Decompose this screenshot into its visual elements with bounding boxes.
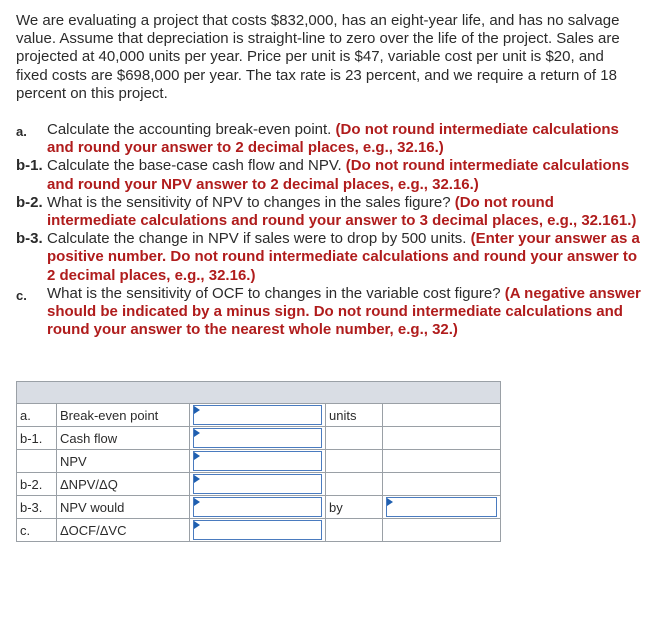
- row-label: a.: [17, 404, 57, 427]
- row-label: [17, 450, 57, 473]
- ocf-sensitivity-input[interactable]: [194, 521, 321, 539]
- part-label: b-2.: [16, 193, 43, 211]
- part-label: b-1.: [16, 157, 43, 175]
- problem-statement: We are evaluating a project that costs $832,000, has an eight-year life, and has no salvage value. Assume that depreciation is straight-line to zero over the life of the project. Sales are projected at 40,000 units per year. Price per unit is $47, variable cost per unit is $20, and fixed costs are $698,000 per year. The tax rate is 23 percent, and we require a return of 18 percent on this project.: [16, 12, 620, 102]
- row-description: ΔNPV/ΔQ: [57, 473, 190, 496]
- part-instruction: (Do not round intermediate calculations and round your answer to 3 decimal places, e.g., 32.161.): [47, 193, 637, 230]
- part-instruction: (A negative answer should be indicated by a minus sign. Do not round intermediate calculations and round your answer to the nearest whole number, e.g., 32.): [47, 284, 641, 339]
- part-question: What is the sensitivity of NPV to changes in the sales figure?: [47, 193, 451, 211]
- row-description: NPV would: [57, 496, 190, 519]
- row-label: b-1.: [17, 427, 57, 450]
- unit-label: by: [326, 496, 383, 519]
- part-b3: [16, 230, 641, 285]
- row-label: c.: [17, 519, 57, 542]
- unit-label: units: [326, 404, 383, 427]
- part-question: Calculate the accounting break-even point.: [47, 121, 332, 138]
- row-label: b-2.: [17, 473, 57, 496]
- part-label: c.: [16, 287, 27, 303]
- row-description: ΔOCF/ΔVC: [57, 519, 190, 542]
- part-instruction: (Do not round intermediate calculations and round your answer to 2 decimal places, e.g., 32.16.): [47, 121, 619, 157]
- part-b2: [16, 194, 641, 230]
- break-even-input[interactable]: [194, 406, 321, 424]
- part-label: a.: [16, 124, 27, 139]
- row-label: b-3.: [17, 496, 57, 519]
- cash-flow-input[interactable]: [194, 429, 321, 447]
- part-instruction: (Enter your answer as a positive number. Do not round intermediate calculations and round your answer to 2 decimal places, e.g., 32.16.): [47, 230, 640, 284]
- table-row: [17, 450, 501, 473]
- npv-sensitivity-input[interactable]: [194, 475, 321, 493]
- question-parts: [16, 121, 641, 339]
- row-description: Break-even point: [57, 404, 190, 427]
- part-c: [16, 285, 641, 340]
- part-instruction: (Do not round intermediate calculations and round your NPV answer to 2 decimal places, e.g., 32.16.): [47, 157, 630, 193]
- part-b1: [16, 157, 641, 193]
- table-row: [17, 404, 501, 427]
- part-a: [16, 121, 641, 157]
- part-question: Calculate the change in NPV if sales were to drop by 500 units.: [47, 230, 467, 248]
- table-row: [17, 427, 501, 450]
- table-row: [17, 496, 501, 519]
- row-description: Cash flow: [57, 427, 190, 450]
- row-description: NPV: [57, 450, 190, 473]
- table-row: [17, 473, 501, 496]
- table-row: [17, 519, 501, 542]
- part-label: b-3.: [16, 230, 43, 248]
- table-header-row: [17, 382, 501, 404]
- part-question: Calculate the base-case cash flow and NPV.: [47, 157, 342, 175]
- npv-input[interactable]: [194, 452, 321, 470]
- npv-change-input[interactable]: [387, 498, 496, 516]
- npv-direction-select[interactable]: [194, 498, 321, 516]
- answer-table: [16, 381, 501, 542]
- part-question: What is the sensitivity of OCF to changes in the variable cost figure?: [47, 284, 501, 302]
